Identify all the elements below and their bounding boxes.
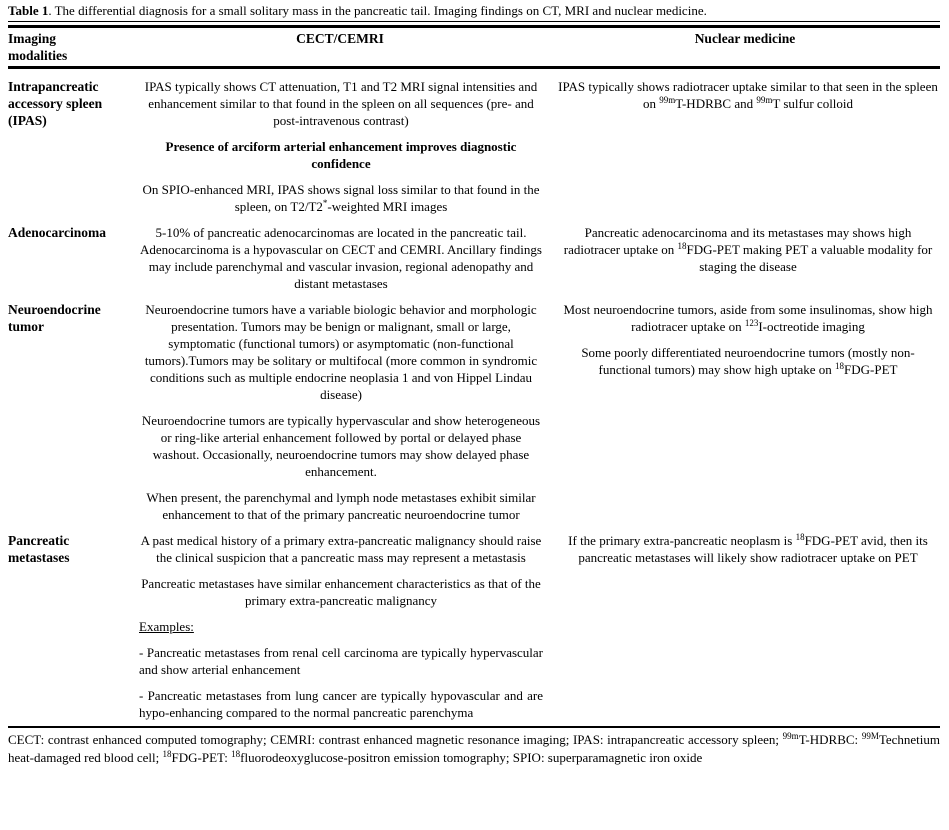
superscript: 18 [795,532,805,542]
cect-cemri-cell [130,523,550,721]
cell-paragraph: - Pancreatic metastases from renal cell carcinoma are typically hypervascular and show arterial enhancement [139,645,543,677]
superscript: * [322,198,328,208]
caption-text: . The differential diagnosis for a small solitary mass in the pancreatic tail. Imaging findings on CT, MRI and nuclear medicine. [48,3,707,18]
modality-cell: Pancreatic metastases [8,533,70,565]
cell-paragraph: Most neuroendocrine tumors, aside from some insulinomas, show high radiotracer uptake on $^{123}$I-octreotide imaging [563,302,933,334]
nuclear-medicine-cell [550,292,940,523]
cell-paragraph: Pancreatic adenocarcinoma and its metastases may shows high radiotracer uptake on $^{18}$FDG-PET making PET a valuable modality for staging the disease [563,225,933,274]
cell-paragraph: When present, the parenchymal and lymph node metastases exhibit similar enhancement to that of the primary pancreatic neuroendocrine tumor [146,490,536,522]
modality-cell: Neuroendocrine tumor [8,302,101,334]
cell-paragraph: - Pancreatic metastases from lung cancer are typically hypovascular and are hypo-enhancing compared to the normal pancreatic parenchyma [139,688,543,720]
superscript: 99m [756,95,773,105]
cect-cemri-cell [130,69,550,215]
table-header-row [8,25,940,69]
cell-paragraph: Neuroendocrine tumors are typically hypervascular and show heterogeneous or ring-like arterial enhancement followed by portal or delayed phase washout. Occasionally, neuroendocrine tumors may show delayed phase enhancement. [141,413,541,479]
table-row [8,523,940,721]
header-imaging-modalities: Imaging modalities [8,31,68,63]
cell-paragraph: Presence of arciform arterial enhancement improves diagnostic confidence [165,139,517,171]
table-body [8,69,940,728]
cect-cemri-cell [130,215,550,292]
superscript: 99m [782,731,799,741]
header-nuclear-medicine: Nuclear medicine [694,31,796,46]
superscript: 18 [231,748,241,759]
cell-paragraph: IPAS typically shows radiotracer uptake similar to that seen in the spleen on $^{99m}$T-HDRBC and $^{99m}$T sulfur colloid [558,79,938,111]
superscript: 99M [861,731,879,741]
cell-paragraph: 5-10% of pancreatic adenocarcinomas are located in the pancreatic tail. Adenocarcinoma is a hypovascular on CECT and CEMRI. Ancillary findings may include parenchymal and vascular invasion, regional adenopathy and distant metastases [140,225,542,291]
superscript: 123 [744,318,759,328]
caption-label: Table 1 [8,3,49,18]
header-cect-cemri: CECT/CEMRI [296,31,384,46]
cell-paragraph: A past medical history of a primary extra-pancreatic malignancy should raise the clinical suspicion that a pancreatic mass may represent a metastasis [140,533,542,565]
table-row [8,69,940,215]
footnote: CECT: contrast enhanced computed tomography; CEMRI: contrast enhanced magnetic resonance imaging; IPAS: intrapancreatic accessory spleen; $^{99m}$T-HDRBC: $^{99M}$Technetium heat-damaged red blood cell; $^{18}$FDG-PET: $^{18}$fluorodeoxyglucose-positron emission tomography; SPIO: superparamagnetic iron oxide [8,731,941,765]
modality-cell: Intrapancreatic accessory spleen (IPAS) [8,79,103,128]
table-row [8,292,940,523]
superscript: 18 [162,748,172,759]
nuclear-medicine-cell [550,215,940,292]
cell-paragraph: Pancreatic metastases have similar enhancement characteristics as that of the primary extra-pancreatic malignancy [141,576,541,608]
cell-paragraph: Examples: [139,619,194,634]
nuclear-medicine-cell [550,69,940,215]
superscript: 99m [659,95,676,105]
cect-cemri-cell [130,292,550,523]
cell-paragraph: If the primary extra-pancreatic neoplasm is $^{18}$FDG-PET avid, then its pancreatic metastases will likely show radiotracer uptake on PET [568,532,928,565]
cell-paragraph: Some poorly differentiated neuroendocrine tumors (mostly non-functional tumors) may show high uptake on $^{18}$FDG-PET [581,345,915,377]
superscript: 18 [677,241,687,251]
cell-paragraph: On SPIO-enhanced MRI, IPAS shows signal loss similar to that found in the spleen, on T2/T2*-weighted MRI images [142,182,540,214]
table-caption [8,2,940,22]
table-row [8,215,940,292]
cell-paragraph: Neuroendocrine tumors have a variable biologic behavior and morphologic presentation. Tumors may be benign or malignant, small or large, symptomatic (functional tumors) or asymptomatic (non-functional tumors).Tumors may be solitary or multifocal (more common in syndromic conditions such as multiple endocrine neoplasia 1 and von Hippel Lindau disease) [144,302,538,402]
modality-cell: Adenocarcinoma [8,225,106,240]
nuclear-medicine-cell [550,523,940,721]
superscript: 18 [835,361,845,371]
cell-paragraph: IPAS typically shows CT attenuation, T1 and T2 MRI signal intensities and enhancement similar to that found in the spleen on all sequences (pre- and post-intravenous contrast) [144,79,538,128]
